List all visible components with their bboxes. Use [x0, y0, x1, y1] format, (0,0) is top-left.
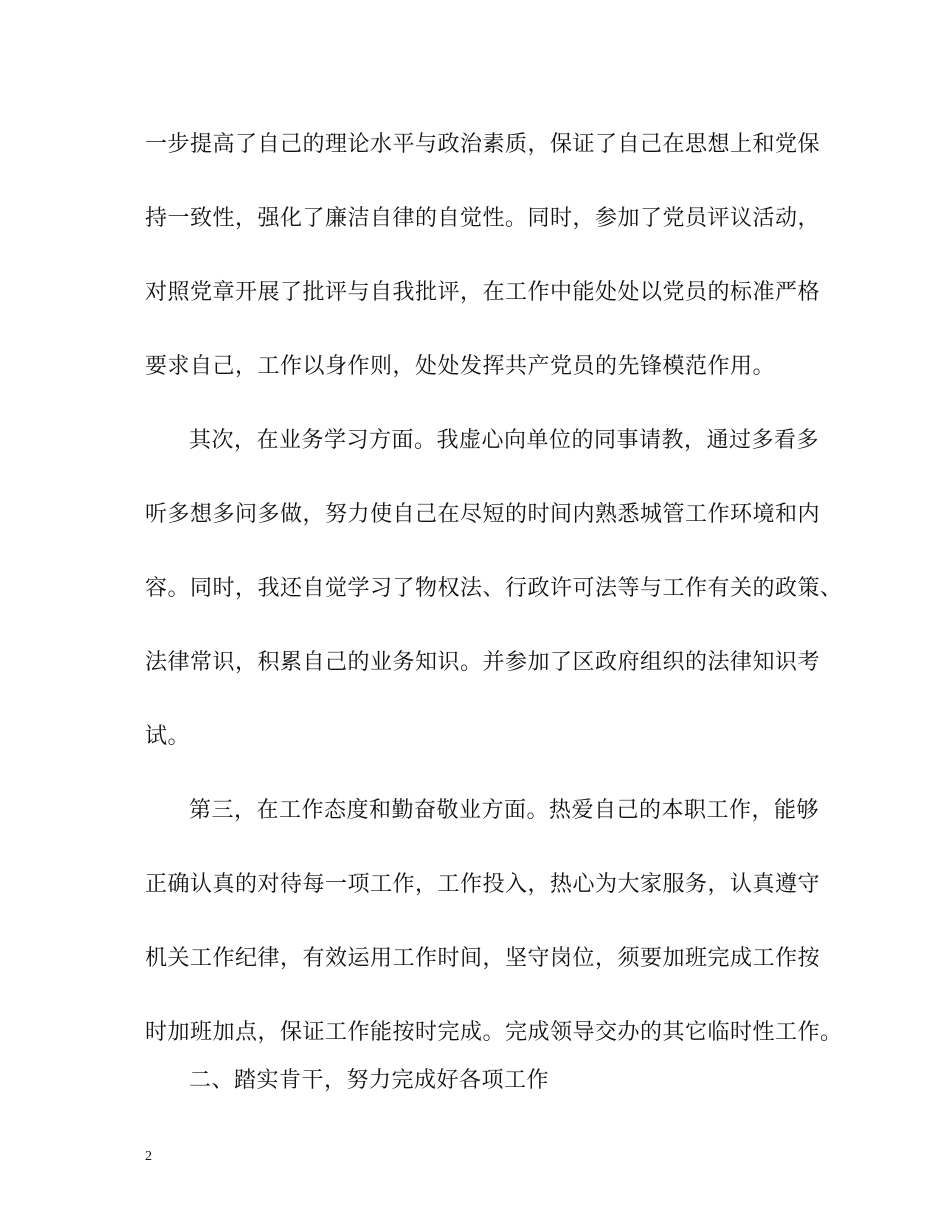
text-line: 对照党章开展了批评与自我批评，在工作中能处处以党员的标准严格 — [145, 280, 821, 305]
text-line: 要求自己，工作以身作则，处处发挥共产党员的先锋模范作用。 — [145, 354, 776, 379]
page-number: 2 — [145, 1149, 152, 1164]
paragraph-start-line: 第三，在工作态度和勤奋敬业方面。热爱自己的本职工作，能够 — [189, 798, 820, 823]
text-line: 试。 — [145, 724, 191, 749]
text-line: 听多想多问多做，努力使自己在尽短的时间内熟悉城管工作环境和内 — [145, 502, 821, 527]
paragraph-start-line: 其次，在业务学习方面。我虚心向单位的同事请教，通过多看多 — [189, 428, 820, 453]
text-line: 时加班加点，保证工作能按时完成。完成领导交办的其它临时性工作。 — [145, 1020, 843, 1045]
text-line: 法律常识，积累自己的业务知识。并参加了区政府组织的法律知识考 — [145, 650, 821, 675]
text-line: 一步提高了自己的理论水平与政治素质，保证了自己在思想上和党保 — [145, 132, 821, 157]
section-heading: 二、踏实肯干，努力完成好各项工作 — [189, 1068, 550, 1093]
text-line: 持一致性，强化了廉洁自律的自觉性。同时，参加了党员评议活动， — [145, 206, 821, 231]
text-line: 容。同时，我还自觉学习了物权法、行政许可法等与工作有关的政策、 — [145, 576, 843, 601]
text-line: 正确认真的对待每一项工作，工作投入，热心为大家服务，认真遵守 — [145, 872, 821, 897]
text-line: 机关工作纪律，有效运用工作时间，坚守岗位，须要加班完成工作按 — [145, 946, 821, 971]
